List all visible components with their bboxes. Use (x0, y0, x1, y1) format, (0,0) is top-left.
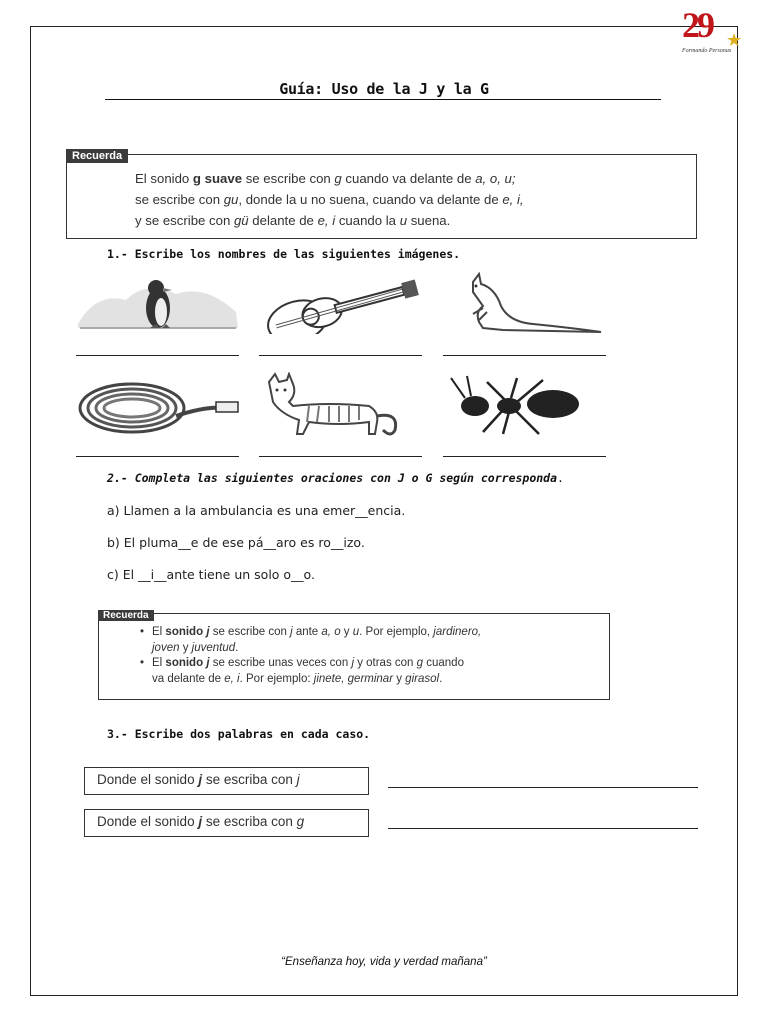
recuerda-tag-2: Recuerda (98, 610, 154, 621)
recuerda-1-text: El sonido g suave se escribe con g cuando va delante de a, o, u; se escribe con gu, donde la u no suena, cuando va delante de e, i, y se escribe con gü delante de e, i cuando la u suena. (135, 171, 524, 228)
hose-icon (76, 376, 240, 438)
sentence-b: b) El pluma__e de ese pá__aro es ro__izo. (107, 535, 365, 550)
star-icon: ★ (726, 30, 743, 51)
answer-line[interactable] (259, 355, 422, 356)
answer-line-g[interactable] (388, 828, 698, 829)
page-title: Guía: Uso de la J y la G (279, 80, 489, 98)
answer-line[interactable] (443, 456, 606, 457)
case-box-g: Donde el sonido j se escriba con g (84, 809, 369, 837)
question-3: 3.- Escribe dos palabras en cada caso. (107, 727, 371, 741)
guitar-icon (259, 272, 423, 334)
logo-number: 29 (682, 5, 712, 45)
sentence-c: c) El __i__ante tiene un solo o__o. (107, 567, 315, 582)
footer-motto: “Enseñanza hoy, vida y verdad mañana” (281, 956, 487, 968)
recuerda-tag-1: Recuerda (66, 149, 128, 163)
ant-icon (443, 374, 607, 436)
case-box-j: Donde el sonido j se escriba con j (84, 767, 369, 795)
sentence-a: a) Llamen a la ambulancia es una emer__encia. (107, 503, 406, 518)
logo-subtitle: Formando Personas (682, 48, 732, 54)
answer-line[interactable] (443, 355, 606, 356)
title-underline (105, 99, 661, 100)
kangaroo-icon (443, 272, 607, 334)
answer-line[interactable] (76, 355, 239, 356)
recuerda-2-list: • El sonido j se escribe con j ante a, o y u. Por ejemplo, jardinero, joven y juventud. • El sonido j se escribe unas veces con j y otras con g cuando va delante de e, i. Por ejemplo: jinete, germinar y girasol. (140, 626, 482, 685)
question-2: 2.- Completa las siguientes oraciones con J o G según corresponda. (107, 471, 564, 485)
school-logo (676, 4, 746, 62)
cat-icon (259, 372, 423, 434)
question-1: 1.- Escribe los nombres de las siguientes imágenes. (107, 247, 461, 261)
answer-line-j[interactable] (388, 787, 698, 788)
penguin-icon (76, 272, 240, 334)
answer-line[interactable] (76, 456, 239, 457)
answer-line[interactable] (259, 456, 422, 457)
